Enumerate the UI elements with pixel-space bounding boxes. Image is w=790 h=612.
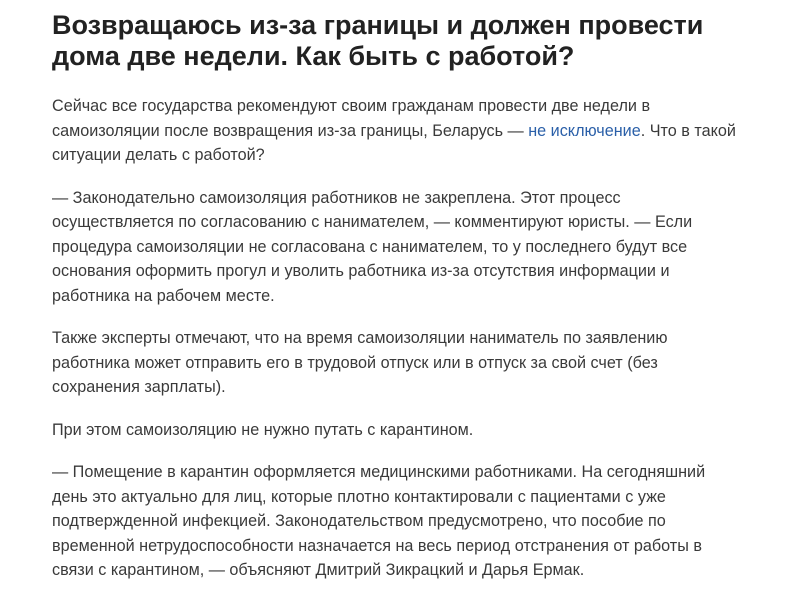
paragraph-intro bbox=[52, 94, 742, 168]
paragraph-quarantine-note: При этом самоизоляцию не нужно путать с карантином. bbox=[52, 420, 474, 439]
paragraph-quarantine-quote: — Помещение в карантин оформляется медицинскими работниками. На сегодняшний день это актуально для лиц, которые плотно контактировали с пациентами с уже подтвержденной инфекцией. Законодательством предусмотрено, что пособие по временной нетрудоспособности назначается на весь период отстранения от работы в связи с карантином, — объясняют Дмитрий Зикрацкий и Дарья Ермак. bbox=[52, 463, 706, 579]
paragraph-experts: Также эксперты отмечают, что на время самоизоляции наниматель по заявлению работника может отправить его в трудовой отпуск или в отпуск за свой счет (без сохранения зарплаты). bbox=[52, 329, 668, 396]
not-exception-link[interactable]: не исключение bbox=[528, 121, 641, 140]
paragraph-intro-text-after: . Что в такой ситуации делать с работой? bbox=[52, 121, 736, 164]
paragraph-lawyers-quote: — Законодательно самоизоляция работников не закреплена. Этот процесс осуществляется по согласованию с нанимателем, — комментируют юристы. — Если процедура самоизоляции не согласована с нанимателем, то у последнего будут все основания оформить прогул и уволить работника из-за отсутствия информации и работника на рабочем месте. bbox=[52, 188, 693, 305]
paragraph-intro-text-before: Сейчас все государства рекомендуют своим гражданам провести две недели в самоизоляции после возвращения из-за границы, Беларусь — bbox=[52, 97, 651, 140]
article-title: Возвращаюсь из-за границы и должен провести дома две недели. Как быть с работой? bbox=[52, 10, 704, 71]
